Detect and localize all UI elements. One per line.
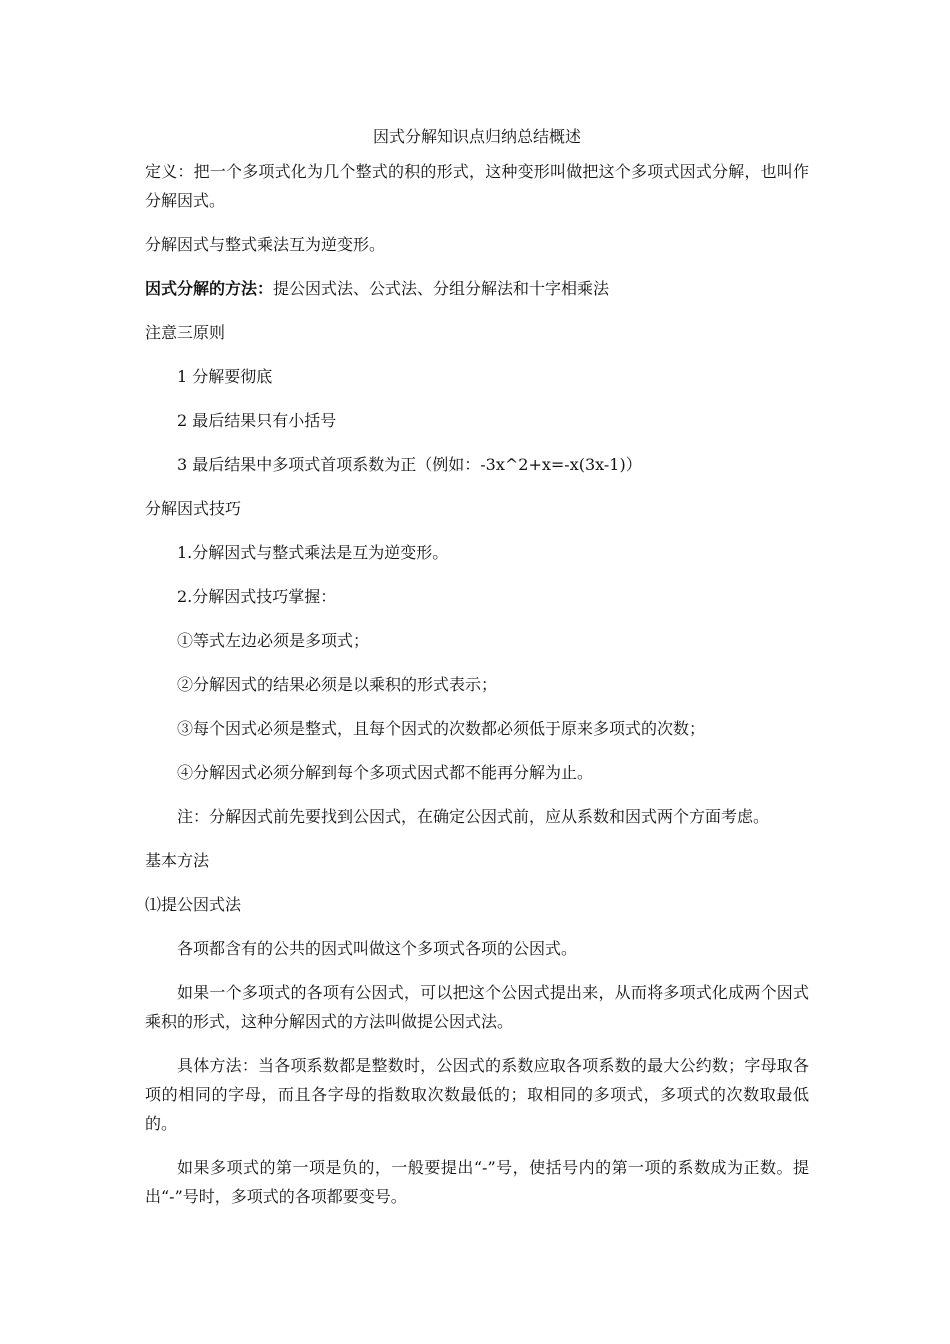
methods-text: 提公因式法、公式法、分组分解法和十字相乘法 [273, 279, 610, 298]
method1-heading: ⑴提公因式法 [145, 895, 242, 914]
tip-item: ③每个因式必须是整式，且每个因式的次数都必须低于原来多项式的次数； [177, 719, 706, 738]
tips-heading: 分解因式技巧 [145, 499, 242, 518]
definition-paragraph: 定义：把一个多项式化为几个整式的积的形式，这种变形叫做把这个多项式因式分解，也叫作分解因式。 [145, 162, 809, 210]
principles-heading: 注意三原则 [145, 323, 226, 342]
tip-item: ①等式左边必须是多项式； [177, 631, 370, 650]
page-title: 因式分解知识点归纳总结概述 [372, 127, 581, 146]
principle-item: 1 分解要彻底 [177, 367, 273, 386]
tip-item: ④分解因式必须分解到每个多项式因式都不能再分解为止。 [177, 763, 594, 782]
basic-methods-heading: 基本方法 [145, 851, 210, 870]
method1-paragraph: 具体方法：当各项系数都是整数时，公因式的系数应取各项系数的最大公约数；字母取各项的相同的字母，而且各字母的指数取次数最低的；取相同的多项式，多项式的次数取最低的。 [145, 1056, 809, 1133]
tip-item: 2.分解因式技巧掌握： [177, 587, 337, 606]
method1-paragraph: 如果一个多项式的各项有公因式，可以把这个公因式提出来，从而将多项式化成两个因式乘积的形式，这种分解因式的方法叫做提公因式法。 [145, 983, 809, 1031]
principle-item: 3 最后结果中多项式首项系数为正（例如：-3x^2+x=-x(3x-1)） [177, 455, 642, 474]
document-body [145, 122, 809, 1226]
methods-paragraph [145, 274, 809, 303]
methods-label: 因式分解的方法： [145, 279, 274, 298]
method1-paragraph: 如果多项式的第一项是负的，一般要提出“-”号，使括号内的第一项的系数成为正数。提出“-”号时，多项式的各项都要变号。 [145, 1158, 809, 1206]
tip-item: 1.分解因式与整式乘法是互为逆变形。 [177, 543, 449, 562]
inverse-paragraph: 分解因式与整式乘法互为逆变形。 [145, 235, 386, 254]
tip-item: ②分解因式的结果必须是以乘积的形式表示； [177, 675, 498, 694]
method1-paragraph: 各项都含有的公共的因式叫做这个多项式各项的公因式。 [177, 939, 578, 958]
tip-note: 注：分解因式前先要找到公因式，在确定公因式前，应从系数和因式两个方面考虑。 [177, 807, 770, 826]
principle-item: 2 最后结果只有小括号 [177, 411, 337, 430]
